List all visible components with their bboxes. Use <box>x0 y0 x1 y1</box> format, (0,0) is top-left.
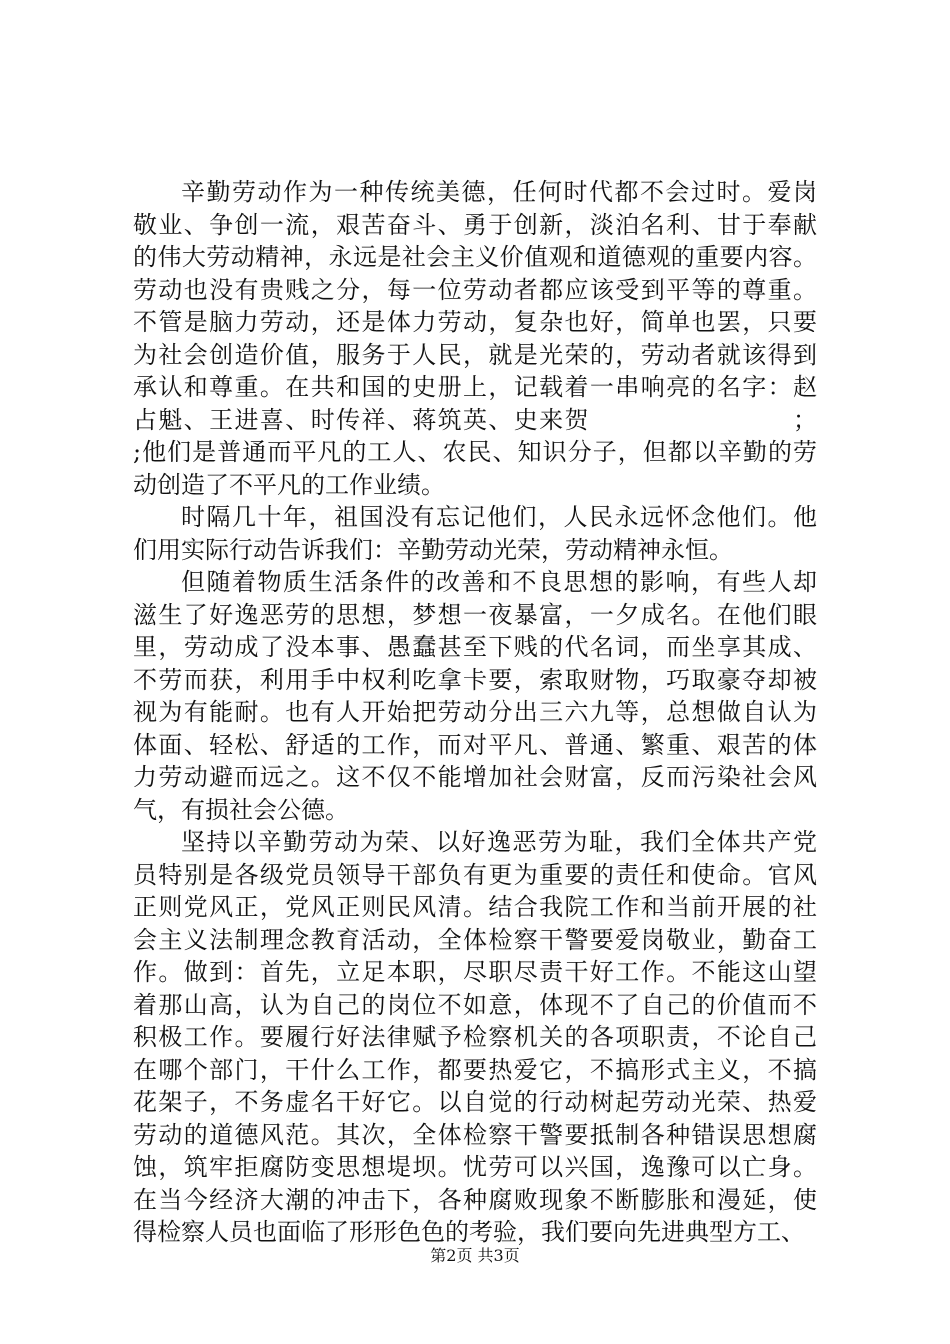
text-line: 正则党风正，党风正则民风清。结合我院工作和当前开展的社 <box>133 893 817 921</box>
text-line: 但随着物质生活条件的改善和不良思想的影响，有些人却 <box>181 568 817 596</box>
text-line: ;他们是普通而平凡的工人、农民、知识分子，但都以辛勤的劳 <box>133 438 817 466</box>
text-line: 时隔几十年，祖国没有忘记他们，人民永远怀念他们。他 <box>181 503 817 531</box>
text-line: 会主义法制理念教育活动，全体检察干警要爱岗敬业，勤奋工 <box>133 925 817 954</box>
text-line: 们用实际行动告诉我们：辛勤劳动光荣，劳动精神永恒。 <box>133 535 733 564</box>
text-line: 气，有损社会公德。 <box>133 795 349 824</box>
text-line: 得检察人员也面临了形形色色的考验，我们要向先进典型方工、 <box>133 1218 805 1246</box>
text-line: 坚持以辛勤劳动为荣、以好逸恶劳为耻，我们全体共产党 <box>181 828 817 856</box>
text-line: 滋生了好逸恶劳的思想，梦想一夜暴富，一夕成名。在他们眼 <box>133 600 817 629</box>
text-line: 花架子，不务虚名干好它。以自觉的行动树起劳动光荣、热爱 <box>133 1088 817 1116</box>
text-line: 蚀，筑牢拒腐防变思想堤坝。忧劳可以兴国，逸豫可以亡身。 <box>133 1153 817 1181</box>
text-line: 的伟大劳动精神，永远是社会主义价值观和道德观的重要内容。 <box>133 243 817 271</box>
text-line: 劳动也没有贵贱之分，每一位劳动者都应该受到平等的尊重。 <box>133 275 817 304</box>
paragraph <box>133 826 817 1249</box>
paragraph <box>133 176 817 501</box>
paragraph <box>133 501 817 566</box>
body-text <box>133 176 817 1249</box>
text-line: 体面、轻松、舒适的工作，而对平凡、普通、繁重、艰苦的体 <box>133 730 817 759</box>
text-line: 里，劳动成了没本事、愚蠢甚至下贱的代名词，而坐享其成、 <box>133 633 817 661</box>
text-line: 在哪个部门，干什么工作，都要热爱它，不搞形式主义，不搞 <box>133 1055 817 1084</box>
text-line: 劳动的道德风范。其次，全体检察干警要抵制各种错误思想腐 <box>133 1120 817 1149</box>
text-line: 积极工作。要履行好法律赋予检察机关的各项职责，不论自己 <box>133 1023 817 1051</box>
page-footer: 第2页 共3页 <box>430 1246 520 1265</box>
text-line: 敬业、争创一流，艰苦奋斗、勇于创新，淡泊名利、甘于奉献 <box>133 210 817 239</box>
text-line: 为社会创造价值，服务于人民，就是光荣的，劳动者就该得到 <box>133 340 817 369</box>
text-line: 承认和尊重。在共和国的史册上，记载着一串响亮的名字：赵 <box>133 373 817 401</box>
text-line: 不劳而获，利用手中权利吃拿卡要，索取财物，巧取豪夺却被 <box>133 665 817 694</box>
text-line: 员特别是各级党员领导干部负有更为重要的责任和使命。官风 <box>133 860 817 889</box>
paragraph <box>133 566 817 826</box>
text-line: 占魁、王进喜、时传祥、蒋筑英、史来贺 ； <box>133 405 817 434</box>
text-line: 着那山高，认为自己的岗位不如意，体现不了自己的价值而不 <box>133 990 817 1019</box>
text-line: 作。做到：首先，立足本职，尽职尽责干好工作。不能这山望 <box>133 958 817 986</box>
text-line: 视为有能耐。也有人开始把劳动分出三六九等，总想做自认为 <box>133 698 817 726</box>
text-line: 在当今经济大潮的冲击下，各种腐败现象不断膨胀和漫延，使 <box>133 1185 817 1214</box>
text-line: 动创造了不平凡的工作业绩。 <box>133 470 445 499</box>
text-line: 不管是脑力劳动，还是体力劳动，复杂也好，简单也罢，只要 <box>133 308 817 336</box>
text-line: 辛勤劳动作为一种传统美德，任何时代都不会过时。爱岗 <box>181 178 817 206</box>
text-line: 力劳动避而远之。这不仅不能增加社会财富，反而污染社会风 <box>133 763 817 791</box>
